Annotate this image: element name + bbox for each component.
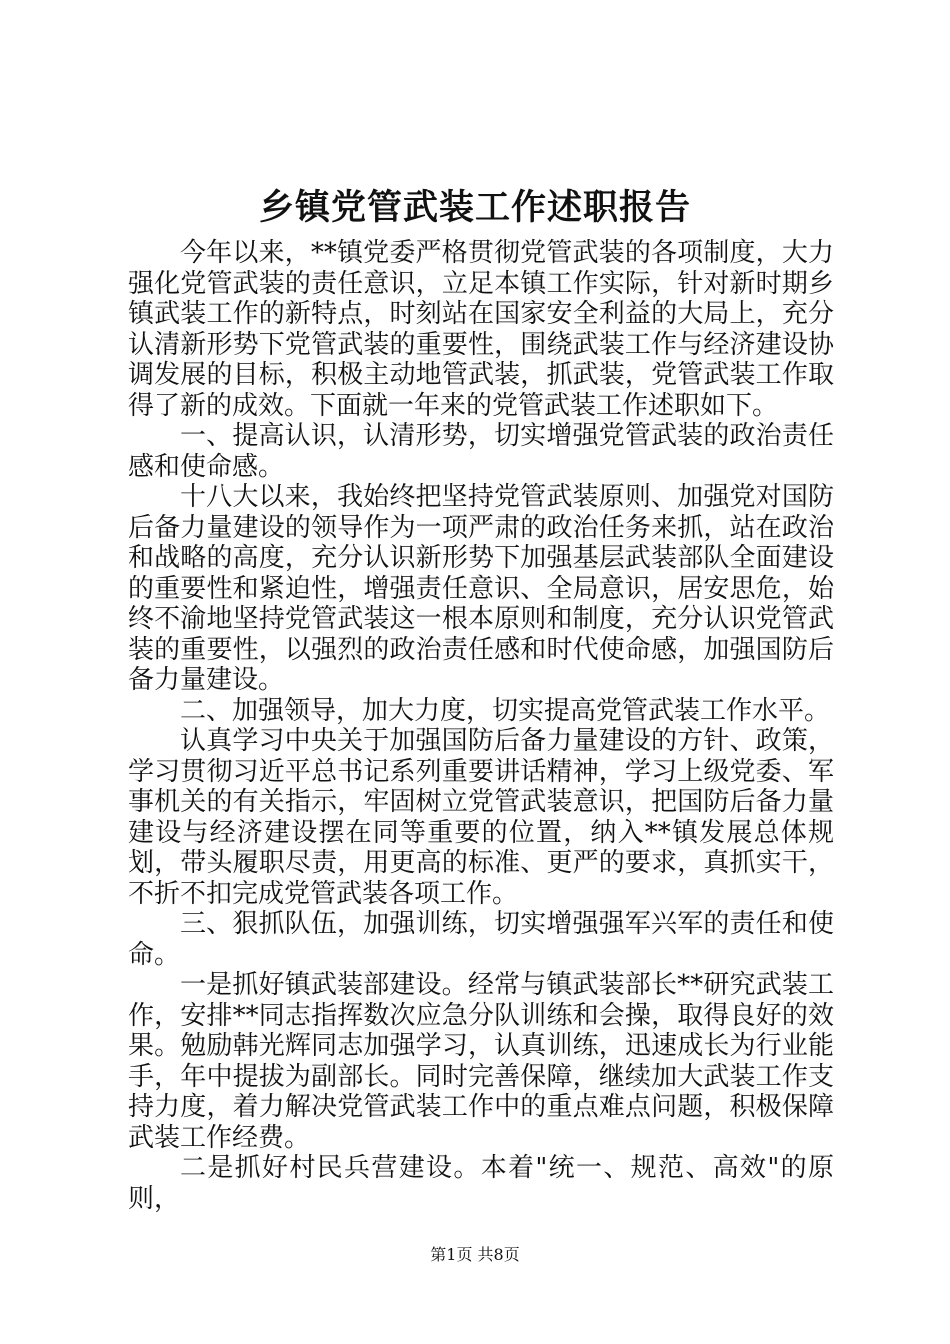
paragraph: 十八大以来，我始终把坚持党管武装原则、加强党对国防后备力量建设的领导作为一项严肃的政治任务来抓，站在政治和战略的高度，充分认识新形势下加强基层武装部队全面建设的重要性和紧迫性，增强责任意识、全局意识，居安思危，始终不渝地坚持党管武装这一根本原则和制度，充分认识党管武装的重要性，以强烈的政治责任感和时代使命感，加强国防后备力量建设。 [128, 482, 834, 695]
paragraph: 二是抓好村民兵营建设。本着"统一、规范、高效"的原则， [128, 1153, 834, 1214]
paragraph: 一是抓好镇武装部建设。经常与镇武装部长**研究武装工作，安排**同志指挥数次应急分队训练和会操，取得良好的效果。勉励韩光辉同志加强学习，认真训练，迅速成长为行业能手，年中提拔为副部长。同时完善保障，继续加大武装工作支持力度，着力解决党管武装工作中的重点难点问题，积极保障武装工作经费。 [128, 970, 834, 1153]
section-heading: 二、加强领导，加大力度，切实提高党管武装工作水平。 [180, 695, 831, 726]
page-number-footer: 第1页 共8页 [430, 1245, 520, 1264]
document-title: 乡镇党管武装工作述职报告 [258, 187, 691, 228]
document-body [128, 238, 834, 1214]
paragraph: 今年以来，**镇党委严格贯彻党管武装的各项制度，大力强化党管武装的责任意识，立足本镇工作实际，针对新时期乡镇武装工作的新特点，时刻站在国家安全利益的大局上，充分认清新形势下党管武装的重要性，围绕武装工作与经济建设协调发展的目标，积极主动地管武装，抓武装，党管武装工作取得了新的成效。下面就一年来的党管武装工作述职如下。 [128, 238, 834, 421]
section-heading: 三、狠抓队伍，加强训练，切实增强强军兴军的责任和使命。 [128, 909, 834, 970]
section-heading: 一、提高认识，认清形势，切实增强党管武装的政治责任感和使命感。 [128, 421, 834, 482]
paragraph: 认真学习中央关于加强国防后备力量建设的方针、政策，学习贯彻习近平总书记系列重要讲话精神，学习上级党委、军事机关的有关指示，牢固树立党管武装意识，把国防后备力量建设与经济建设摆在同等重要的位置，纳入**镇发展总体规划，带头履职尽责，用更高的标准、更严的要求，真抓实干，不折不扣完成党管武装各项工作。 [128, 726, 834, 909]
